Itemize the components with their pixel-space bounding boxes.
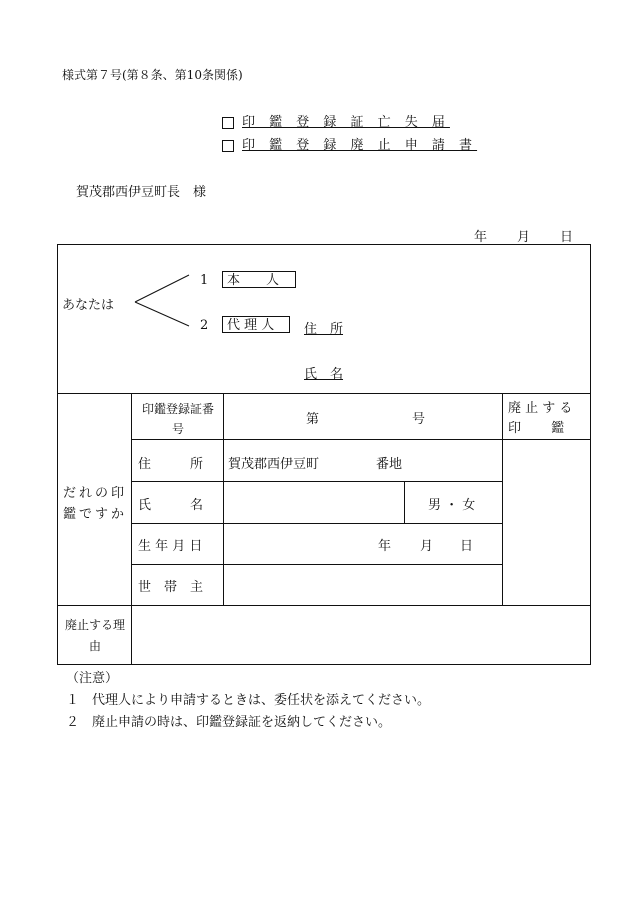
reg-number-suffix: 号 [412, 412, 426, 427]
gender-select[interactable]: 男 ・ 女 [428, 498, 476, 513]
household-head-label: 世 帯 主 [138, 580, 204, 595]
date-day: 日 [560, 230, 574, 245]
reason-field[interactable] [138, 611, 578, 659]
birth-year: 年 [378, 539, 392, 554]
note-1: １ 代理人により申請するときは、委任状を添えてください。 [66, 693, 431, 708]
birth-month: 月 [420, 539, 434, 554]
option1-number: 1 [200, 273, 209, 288]
reason-label: 廃止する理 由 [64, 618, 125, 653]
note-2: ２ 廃止申請の時は、印鑑登録証を返納してください。 [66, 715, 392, 730]
lost-report-checkbox[interactable] [222, 117, 234, 129]
abolished-seal-label: 廃 止 す る 印 鑑 [508, 401, 573, 436]
date-line [474, 226, 573, 245]
date-month: 月 [517, 230, 531, 245]
bracket-lines [133, 270, 193, 330]
date-year: 年 [474, 230, 488, 245]
notes-heading: （注意） [66, 671, 119, 686]
option-proxy[interactable]: 代 理 人 [222, 316, 290, 333]
reg-number-prefix: 第 [306, 412, 320, 427]
holder-address-value[interactable]: 賀茂郡西伊豆町 [228, 457, 320, 472]
proxy-name-label: 氏 名 [304, 367, 344, 382]
notes [66, 668, 430, 734]
form-table [57, 244, 591, 665]
option-self[interactable]: 本 人 [222, 271, 296, 288]
abolition-request-checkbox[interactable] [222, 140, 234, 152]
birth-date-label: 生 年 月 日 [138, 539, 203, 554]
option2-number: 2 [200, 318, 209, 333]
title-lost-report: 印 鑑 登 録 証 亡 失 届 [242, 115, 450, 130]
holder-address-label: 住 所 [138, 457, 204, 472]
holder-name-label: 氏 名 [138, 498, 204, 513]
form-titles [222, 111, 477, 157]
form-number: 様式第７号(第８条、第10条関係) [62, 68, 243, 82]
birth-day: 日 [460, 539, 474, 554]
title-abolition-request: 印 鑑 登 録 廃 止 申 請 書 [242, 138, 478, 153]
reg-number-label: 印鑑登録証番 号 [141, 402, 214, 436]
holder-address-suffix: 番地 [376, 457, 403, 472]
addressee: 賀茂郡西伊豆町長 様 [76, 185, 207, 200]
proxy-address-label: 住 所 [304, 322, 344, 337]
whose-seal-label: だれの印 鑑ですか [63, 486, 128, 522]
applicant-label: あなたは [62, 298, 115, 313]
